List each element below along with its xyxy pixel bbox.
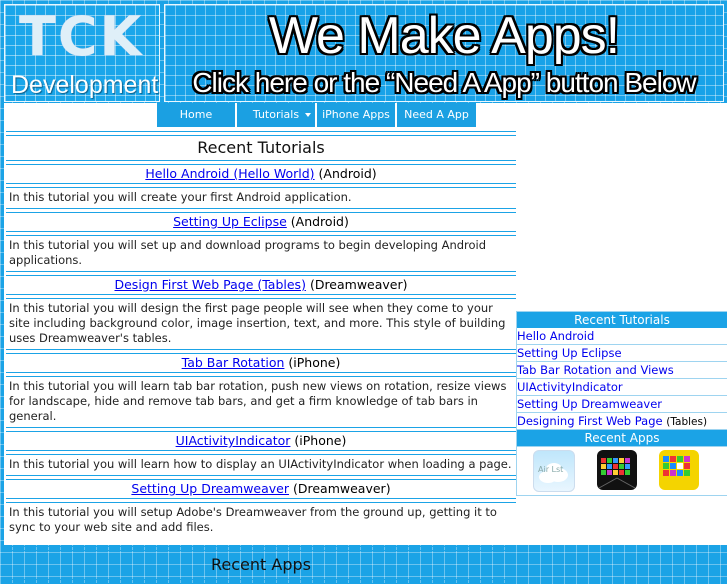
tutorial-title-row — [6, 276, 516, 294]
tutorial-description: In this tutorial you will setup Adobe's Dreamweaver from the ground up, getting it to sync to your web site and add files. — [9, 505, 497, 534]
nav-home[interactable]: Home — [157, 103, 237, 127]
nav-need-a-app[interactable]: Need A App — [397, 103, 476, 127]
sidebar-recent-tutorials-heading: Recent Tutorials — [517, 312, 727, 328]
sidebar-link-row — [517, 328, 727, 345]
periodic-table-yellow-app-icon[interactable] — [659, 450, 699, 490]
periodic-table-dark-app-icon[interactable] — [597, 450, 637, 490]
sidebar-link-suffix: (Tables) — [666, 416, 708, 428]
periodic-table-dark-icon — [597, 450, 637, 490]
tutorial-link-setting-up-dreamweaver[interactable]: Setting Up Dreamweaver — [131, 481, 290, 496]
logo-development-text: Development — [11, 71, 159, 99]
tutorial-title-row — [6, 354, 516, 372]
sidebar — [516, 311, 727, 496]
sidebar-link-row — [517, 413, 727, 430]
nav-tutorials-label: Tutorials — [252, 108, 300, 121]
sidebar-recent-apps-heading: Recent Apps — [517, 430, 727, 446]
banner-subline: Click here or the “Need A App” button Below — [192, 67, 696, 98]
tutorial-platform: (iPhone) — [288, 355, 341, 370]
tutorial-description: In this tutorial you will set up and download programs to begin developing Android applications. — [9, 238, 487, 267]
tutorial-title-row — [6, 165, 516, 183]
tutorial-description: In this tutorial you will design the first page people will see when they come to your site including background color, image insertion, text, and more. This style of building uses Dreamweaver's tables. — [9, 301, 506, 345]
tutorial-link-setting-up-eclipse[interactable]: Setting Up Eclipse — [173, 214, 287, 229]
sidebar-link-row — [517, 362, 727, 379]
divider — [6, 579, 516, 584]
periodic-table-yellow-icon — [659, 450, 699, 490]
tutorial-platform: (Dreamweaver) — [293, 481, 391, 496]
tutorial-title-row — [6, 213, 516, 231]
banner-headline: We Make Apps! — [268, 7, 620, 65]
tutorial-description: In this tutorial you will learn how to display an UIActivityIndicator when loading a page. — [9, 457, 512, 471]
sidebar-link-setting-up-dreamweaver[interactable]: Setting Up Dreamweaver — [517, 397, 662, 411]
site-logo[interactable] — [4, 4, 160, 102]
tutorial-title-row — [6, 480, 516, 498]
tutorial-link-hello-android[interactable]: Hello Android (Hello World) — [145, 166, 315, 181]
tutorial-description: In this tutorial you will learn tab bar rotation, push new views on rotation, resize views for landscape, hide and remove tab bars, and get a firm knowledge of tab bars in general. — [9, 379, 507, 423]
tutorial-platform: (Dreamweaver) — [309, 277, 408, 292]
dropdown-caret-icon — [305, 113, 311, 117]
sidebar-link-row — [517, 345, 727, 362]
nav-tutorials[interactable] — [237, 103, 317, 127]
sidebar-link-tab-bar-rotation[interactable]: Tab Bar Rotation and Views — [517, 363, 674, 377]
tutorial-title-row — [6, 432, 516, 450]
tutorial-description: In this tutorial you will create your first Android application. — [9, 190, 352, 204]
tutorial-platform: (Android) — [318, 166, 377, 181]
sidebar-link-uiactivityindicator[interactable]: UIActivityIndicator — [517, 380, 623, 394]
main-column — [6, 131, 516, 584]
recent-tutorials-heading: Recent Tutorials — [197, 138, 325, 157]
sidebar-link-row — [517, 396, 727, 413]
we-make-apps-banner-link[interactable] — [164, 4, 724, 102]
site-banner — [0, 0, 727, 103]
tutorial-platform: (Android) — [290, 214, 349, 229]
tutorial-link-uiactivityindicator[interactable]: UIActivityIndicator — [175, 433, 291, 448]
logo-tck-text: TCK — [19, 5, 144, 68]
cloud-app-icon[interactable] — [533, 450, 575, 492]
sidebar-app-icons — [517, 446, 727, 495]
tutorial-platform: (iPhone) — [294, 433, 347, 448]
main-nav — [157, 103, 476, 127]
page-content — [4, 103, 727, 574]
sidebar-link-hello-android[interactable]: Hello Android — [517, 329, 595, 343]
nav-iphone-apps[interactable]: iPhone Apps — [317, 103, 397, 127]
sidebar-link-designing-first-web-page[interactable]: Designing First Web Page — [517, 414, 663, 428]
cloud-app-label: Air Lst — [538, 465, 564, 474]
recent-apps-heading: Recent Apps — [211, 555, 311, 574]
tutorial-link-design-first-web-page[interactable]: Design First Web Page (Tables) — [114, 277, 306, 292]
sidebar-link-setting-up-eclipse[interactable]: Setting Up Eclipse — [517, 346, 622, 360]
sidebar-link-row — [517, 379, 727, 396]
tutorial-link-tab-bar-rotation[interactable]: Tab Bar Rotation — [181, 355, 285, 370]
